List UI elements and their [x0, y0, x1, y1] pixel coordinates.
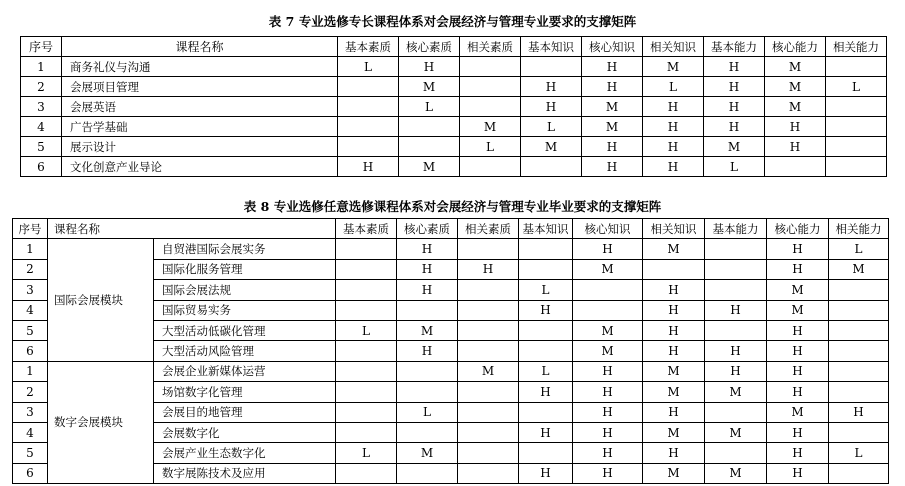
support-level-cell: H: [704, 77, 765, 97]
support-level-cell: [336, 422, 397, 442]
support-level-cell: H: [573, 463, 643, 483]
table-header-row: [21, 37, 887, 57]
support-level-cell: [519, 320, 573, 340]
support-level-cell: H: [573, 443, 643, 463]
module-name: 数字会展模块: [48, 361, 154, 483]
support-level-cell: [826, 117, 887, 137]
row-number: 3: [13, 280, 48, 300]
support-level-cell: M: [705, 463, 767, 483]
support-level-cell: L: [336, 320, 397, 340]
support-level-cell: H: [397, 259, 458, 279]
support-level-cell: H: [338, 157, 399, 177]
course-name: 会展英语: [62, 97, 338, 117]
support-level-cell: H: [767, 341, 829, 361]
row-number: 4: [21, 117, 62, 137]
support-level-cell: M: [705, 382, 767, 402]
support-level-cell: [458, 280, 519, 300]
support-level-cell: H: [519, 382, 573, 402]
support-level-cell: M: [582, 117, 643, 137]
course-name: 国际化服务管理: [154, 259, 336, 279]
course-name: 广告学基础: [62, 117, 338, 137]
support-level-cell: [397, 361, 458, 381]
support-level-cell: [829, 300, 889, 320]
support-level-cell: [336, 361, 397, 381]
support-level-cell: [458, 320, 519, 340]
column-header: 相关能力: [826, 37, 887, 57]
support-level-cell: [705, 280, 767, 300]
support-level-cell: L: [829, 239, 889, 259]
row-number: 6: [13, 463, 48, 483]
support-level-cell: [397, 382, 458, 402]
support-level-cell: M: [643, 382, 705, 402]
support-level-cell: L: [519, 280, 573, 300]
support-level-cell: H: [397, 341, 458, 361]
support-level-cell: [705, 402, 767, 422]
row-number: 1: [21, 57, 62, 77]
column-header: 课程名称: [48, 219, 336, 239]
support-level-cell: H: [643, 300, 705, 320]
support-level-cell: H: [643, 320, 705, 340]
support-level-cell: H: [767, 382, 829, 402]
support-level-cell: [397, 463, 458, 483]
support-level-cell: M: [765, 97, 826, 117]
support-level-cell: M: [705, 422, 767, 442]
module-name: 国际会展模块: [48, 239, 154, 361]
support-level-cell: H: [767, 320, 829, 340]
support-level-cell: M: [458, 361, 519, 381]
support-level-cell: [338, 77, 399, 97]
course-name: 文化创意产业导论: [62, 157, 338, 177]
support-level-cell: [521, 157, 582, 177]
table-8-caption: 表 8 专业选修任意选修课程体系对会展经济与管理专业毕业要求的支撑矩阵: [243, 199, 662, 214]
support-level-cell: H: [704, 57, 765, 77]
support-level-cell: H: [582, 157, 643, 177]
table-row: [21, 97, 887, 117]
support-level-cell: [338, 97, 399, 117]
support-level-cell: [705, 239, 767, 259]
support-level-cell: [519, 239, 573, 259]
support-level-cell: [829, 361, 889, 381]
support-level-cell: [705, 259, 767, 279]
support-level-cell: [460, 57, 521, 77]
support-level-cell: L: [336, 443, 397, 463]
support-level-cell: [458, 382, 519, 402]
support-level-cell: H: [458, 259, 519, 279]
support-level-cell: [519, 402, 573, 422]
support-level-cell: M: [521, 137, 582, 157]
support-level-cell: L: [460, 137, 521, 157]
support-level-cell: [397, 422, 458, 442]
row-number: 3: [13, 402, 48, 422]
support-level-cell: [643, 259, 705, 279]
support-level-cell: L: [519, 361, 573, 381]
row-number: 5: [13, 443, 48, 463]
support-level-cell: H: [643, 97, 704, 117]
support-level-cell: M: [643, 422, 705, 442]
support-level-cell: H: [521, 77, 582, 97]
row-number: 4: [13, 300, 48, 320]
table-row: [21, 157, 887, 177]
support-level-cell: M: [397, 443, 458, 463]
support-level-cell: [336, 341, 397, 361]
support-level-cell: [826, 97, 887, 117]
support-level-cell: H: [705, 361, 767, 381]
support-level-cell: [829, 320, 889, 340]
support-level-cell: H: [573, 402, 643, 422]
row-number: 4: [13, 422, 48, 442]
support-level-cell: M: [573, 259, 643, 279]
support-level-cell: H: [397, 280, 458, 300]
support-level-cell: H: [573, 382, 643, 402]
course-name: 会展项目管理: [62, 77, 338, 97]
support-level-cell: H: [705, 341, 767, 361]
column-header: 核心素质: [399, 37, 460, 57]
support-level-cell: [460, 77, 521, 97]
column-header: 基本知识: [521, 37, 582, 57]
support-level-cell: [829, 341, 889, 361]
row-number: 3: [21, 97, 62, 117]
column-header: 基本素质: [336, 219, 397, 239]
support-level-cell: M: [573, 341, 643, 361]
support-level-cell: H: [767, 361, 829, 381]
support-level-cell: [336, 300, 397, 320]
support-level-cell: H: [643, 280, 705, 300]
support-level-cell: M: [643, 239, 705, 259]
support-level-cell: [705, 443, 767, 463]
support-level-cell: [458, 239, 519, 259]
column-header: 核心知识: [573, 219, 643, 239]
support-level-cell: [399, 137, 460, 157]
column-header: 基本能力: [705, 219, 767, 239]
support-level-cell: M: [767, 402, 829, 422]
table-row: [21, 117, 887, 137]
column-header: 相关知识: [643, 37, 704, 57]
column-header: 相关知识: [643, 219, 705, 239]
column-header: 相关能力: [829, 219, 889, 239]
support-level-cell: L: [521, 117, 582, 137]
support-level-cell: [829, 280, 889, 300]
support-level-cell: [336, 463, 397, 483]
row-number: 6: [13, 341, 48, 361]
support-level-cell: H: [643, 402, 705, 422]
support-level-cell: L: [338, 57, 399, 77]
course-name: 数字展陈技术及应用: [154, 463, 336, 483]
support-level-cell: M: [573, 320, 643, 340]
support-level-cell: [397, 300, 458, 320]
support-level-cell: [460, 97, 521, 117]
support-level-cell: [336, 382, 397, 402]
column-header: 核心知识: [582, 37, 643, 57]
support-level-cell: H: [521, 97, 582, 117]
support-level-cell: M: [765, 57, 826, 77]
support-level-cell: H: [643, 137, 704, 157]
support-level-cell: H: [767, 463, 829, 483]
support-level-cell: H: [582, 57, 643, 77]
support-level-cell: [338, 117, 399, 137]
support-level-cell: M: [767, 280, 829, 300]
support-level-cell: H: [767, 239, 829, 259]
support-level-cell: [519, 341, 573, 361]
support-level-cell: M: [399, 157, 460, 177]
support-level-cell: H: [573, 239, 643, 259]
support-level-cell: L: [397, 402, 458, 422]
support-level-cell: [458, 300, 519, 320]
course-name: 会展数字化: [154, 422, 336, 442]
support-level-cell: H: [643, 157, 704, 177]
row-number: 6: [21, 157, 62, 177]
support-level-cell: [458, 463, 519, 483]
support-level-cell: L: [829, 443, 889, 463]
support-level-cell: M: [829, 259, 889, 279]
table-row: [21, 57, 887, 77]
support-level-cell: [829, 382, 889, 402]
table-7-caption: 表 7 专业选修专长课程体系对会展经济与管理专业要求的支撑矩阵: [268, 14, 637, 29]
support-level-cell: H: [399, 57, 460, 77]
column-header: 序号: [13, 219, 48, 239]
column-header: 课程名称: [62, 37, 338, 57]
row-number: 1: [13, 239, 48, 259]
support-level-cell: [399, 117, 460, 137]
support-level-cell: [458, 402, 519, 422]
support-level-cell: [458, 341, 519, 361]
support-level-cell: M: [767, 300, 829, 320]
support-level-cell: [336, 280, 397, 300]
support-level-cell: L: [399, 97, 460, 117]
course-name: 商务礼仪与沟通: [62, 57, 338, 77]
support-level-cell: [521, 57, 582, 77]
course-name: 国际贸易实务: [154, 300, 336, 320]
support-level-cell: H: [829, 402, 889, 422]
support-level-cell: L: [643, 77, 704, 97]
course-name: 展示设计: [62, 137, 338, 157]
support-level-cell: L: [826, 77, 887, 97]
support-level-cell: H: [519, 463, 573, 483]
support-level-cell: H: [765, 117, 826, 137]
support-level-cell: M: [399, 77, 460, 97]
support-level-cell: H: [704, 117, 765, 137]
support-level-cell: H: [519, 422, 573, 442]
row-number: 2: [13, 259, 48, 279]
support-level-cell: [460, 157, 521, 177]
support-level-cell: H: [704, 97, 765, 117]
support-level-cell: H: [765, 137, 826, 157]
row-number: 5: [13, 320, 48, 340]
support-level-cell: H: [573, 422, 643, 442]
row-number: 5: [21, 137, 62, 157]
support-level-cell: [765, 157, 826, 177]
support-level-cell: H: [397, 239, 458, 259]
table-8: [12, 218, 889, 484]
support-level-cell: H: [643, 117, 704, 137]
support-level-cell: H: [582, 77, 643, 97]
course-name: 国际会展法规: [154, 280, 336, 300]
course-name: 大型活动风险管理: [154, 341, 336, 361]
course-name: 会展企业新媒体运营: [154, 361, 336, 381]
course-name: 会展产业生态数字化: [154, 443, 336, 463]
support-level-cell: H: [767, 443, 829, 463]
row-number: 2: [13, 382, 48, 402]
column-header: 相关素质: [460, 37, 521, 57]
support-level-cell: M: [643, 361, 705, 381]
column-header: 相关素质: [458, 219, 519, 239]
support-level-cell: [573, 280, 643, 300]
support-level-cell: H: [582, 137, 643, 157]
support-level-cell: M: [643, 463, 705, 483]
column-header: 核心能力: [767, 219, 829, 239]
support-level-cell: [573, 300, 643, 320]
table-header-row: [13, 219, 889, 239]
column-header: 基本知识: [519, 219, 573, 239]
table-row: [21, 137, 887, 157]
row-number: 2: [21, 77, 62, 97]
column-header: 核心素质: [397, 219, 458, 239]
table-7: [20, 36, 887, 177]
support-level-cell: [826, 137, 887, 157]
course-name: 场馆数字化管理: [154, 382, 336, 402]
support-level-cell: [338, 137, 399, 157]
support-level-cell: M: [397, 320, 458, 340]
table-row: [13, 239, 889, 259]
support-level-cell: [829, 422, 889, 442]
course-name: 会展目的地管理: [154, 402, 336, 422]
support-level-cell: [519, 443, 573, 463]
support-level-cell: [336, 239, 397, 259]
support-level-cell: [826, 157, 887, 177]
support-level-cell: H: [705, 300, 767, 320]
row-number: 1: [13, 361, 48, 381]
support-level-cell: H: [767, 422, 829, 442]
support-level-cell: M: [704, 137, 765, 157]
support-level-cell: H: [643, 341, 705, 361]
table-row: [21, 77, 887, 97]
column-header: 基本能力: [704, 37, 765, 57]
support-level-cell: H: [573, 361, 643, 381]
support-level-cell: L: [704, 157, 765, 177]
support-level-cell: [826, 57, 887, 77]
support-level-cell: M: [765, 77, 826, 97]
table-row: [13, 361, 889, 381]
support-level-cell: M: [582, 97, 643, 117]
support-level-cell: H: [519, 300, 573, 320]
column-header: 序号: [21, 37, 62, 57]
support-level-cell: [336, 402, 397, 422]
support-level-cell: [458, 422, 519, 442]
support-level-cell: M: [460, 117, 521, 137]
column-header: 基本素质: [338, 37, 399, 57]
support-level-cell: M: [643, 57, 704, 77]
support-level-cell: [336, 259, 397, 279]
column-header: 核心能力: [765, 37, 826, 57]
support-level-cell: [705, 320, 767, 340]
course-name: 大型活动低碳化管理: [154, 320, 336, 340]
support-level-cell: H: [767, 259, 829, 279]
course-name: 自贸港国际会展实务: [154, 239, 336, 259]
support-level-cell: [458, 443, 519, 463]
support-level-cell: H: [643, 443, 705, 463]
support-level-cell: [519, 259, 573, 279]
support-level-cell: [829, 463, 889, 483]
